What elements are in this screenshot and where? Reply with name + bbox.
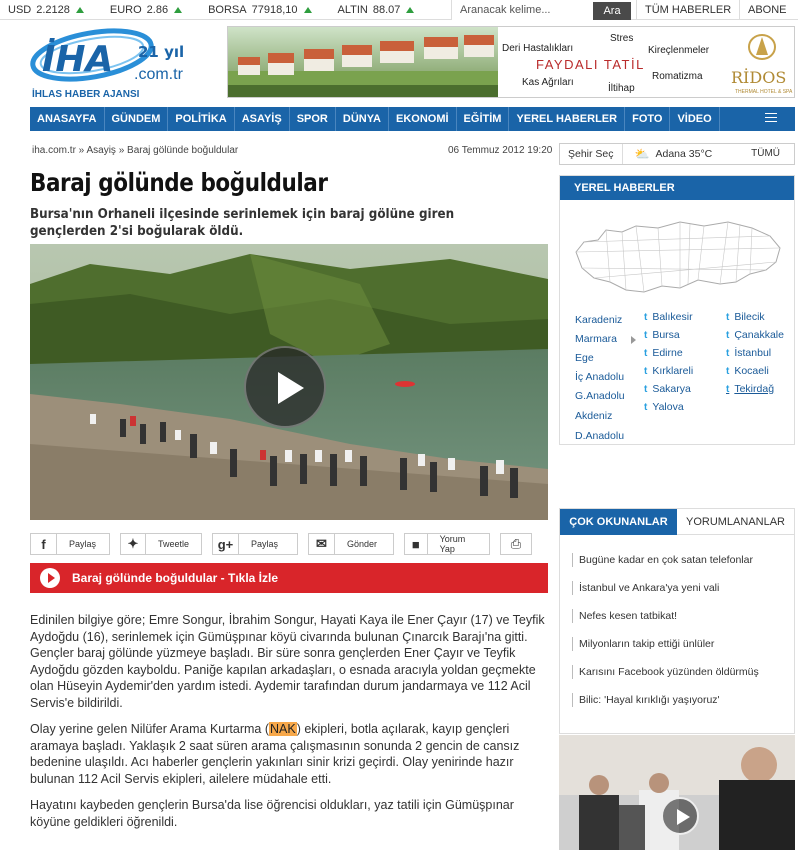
city-bilecik[interactable]: t Bilecik [726,311,765,323]
weather-widget [559,143,795,165]
up-arrow-icon [406,7,414,13]
turkey-map[interactable] [570,212,785,300]
tab-most-commented[interactable]: YORUMLANANLAR [677,509,794,535]
twitter-icon: t [726,365,730,377]
banner-word: Kireçlenmeler [648,45,710,56]
city-kocaeli[interactable]: t Kocaeli [726,365,769,377]
twitter-icon: t [726,383,730,395]
city-bursa[interactable]: t Bursa [644,329,680,341]
region-ege[interactable]: Ege [575,352,594,364]
mail-share-button[interactable]: ✉ Gönder [308,533,394,555]
twitter-icon: t [644,347,648,359]
list-item[interactable]: Bugüne kadar en çok satan telefonlar [572,553,753,567]
local-news-box [559,175,795,445]
ticker-euro [110,4,182,16]
mail-icon: ✉ [309,534,335,554]
nav-gundem[interactable]: GÜNDEM [105,107,169,131]
banner-brand: RİDOS [731,68,787,87]
article-subtitle: Bursa'nın Orhaneli ilçesinde serinlemek için baraj gölüne giren gençlerden 2'si boğularak öldü. [30,207,455,239]
nav-egitim[interactable]: EĞİTİM [457,107,510,131]
twitter-icon: t [644,383,648,395]
up-arrow-icon [76,7,84,13]
twitter-icon: ✦ [121,534,146,554]
article-paragraph-1: Edinilen bilgiye göre; Emre Songur, İbrahim Songur, Hayati Kaya ile Ener Çayır (17) ve Teyfik Aydoğdu (16), serinlemek için Gümüşpınar köyü civarında bulunan Çınarcık Barajı'na gitti. Gençler baraj gölünde yüzmeye başladı. Bir süre sonra gençlerden Ener Çayır ve Teyfik Aydoğdu gözden kayboldu. Paniğe kapılan arkadaşları, o esnada aracıyla yoldan geçmekte olan Hüseyin Aydemir'den yardım istedi. Aydemir tarafından durum jandarmaya ve 112 Acil Servis'e bildirildi. [30,613,545,710]
article-paragraph-2: Olay yerine gelen Nilüfer Arama Kurtarma (NAK) ekipleri, botla açılarak, kayıp gençleri aramaya başladı. Yaklaşık 2 saat süren arama çalışmasının sonunda 2 gencin de cansız bedenine ulaşıldı. Acı haberler gençlerin yakınları sinir krizi geçirdi. Olay yenirinde hazır bulunan 112 Acil Servis ekipleri, ailelere müdahale etti. [30,722,520,786]
ridos-logo-icon [749,35,775,59]
comment-icon: ■ [405,534,428,554]
region-ic-anadolu[interactable]: İç Anadolu [575,371,625,383]
share-bar [30,533,548,555]
city-yalova[interactable]: t Yalova [644,401,684,413]
ticker-borsa [208,4,311,16]
comment-button[interactable]: ■ Yorum Yap [404,533,490,555]
nav-anasayfa[interactable]: ANASAYFA [30,107,105,131]
city-istanbul[interactable]: t İstanbul [726,347,772,359]
twitter-icon: t [644,365,648,377]
nav-foto[interactable]: FOTO [625,107,670,131]
city-kirklareli[interactable]: t Kırklareli [644,365,694,377]
city-edirne[interactable]: t Edirne [644,347,683,359]
subscribe-link[interactable]: ABONE [739,0,798,20]
weather-all-link[interactable]: TÜMÜ [751,148,780,159]
region-marmara[interactable]: Marmara [575,333,618,345]
twitter-share-button[interactable]: ✦ Tweetle [120,533,202,555]
print-icon: ⎙ [510,536,522,551]
sidebar-video-thumbnail[interactable] [559,735,795,850]
ticker-label: BORSA [208,3,247,16]
nav-asayis[interactable]: ASAYİŞ [235,107,290,131]
ticker-value: 88.07 [372,3,401,16]
twitter-icon: t [726,329,730,341]
region-g-anadolu[interactable]: G.Anadolu [575,390,625,402]
nav-yerel-haberler[interactable]: YEREL HABERLER [509,107,625,131]
list-item[interactable]: Bilic: 'Hayal kırıklığı yaşıyoruz' [572,693,720,707]
article-video[interactable] [30,244,548,520]
nav-video[interactable]: VİDEO [670,107,719,131]
logo-suffix: .com.tr [134,66,183,83]
popular-news-tabs [559,508,795,734]
logo-years: 21 yıl [138,43,185,61]
main-nav [30,107,795,131]
banner-word: Kas Ağrıları [522,77,574,88]
tab-most-read[interactable]: ÇOK OKUNANLAR [560,509,677,535]
banner-word: Deri Hastalıkları [502,43,574,54]
ticker-label: EURO [109,3,142,16]
banner-brand-sub: THERMAL HOTEL & SPA [735,89,793,95]
watch-video-link[interactable] [30,563,548,593]
article-paragraph-3: Hayatını kaybeden gençlerin Bursa'da lise öğrencisi oldukları, yaz tatili için Gümüşpınar köyüne geldikleri öğrenildi. [30,798,514,829]
twitter-icon: t [644,329,648,341]
ticker-value: 2.2128 [36,3,70,16]
nak-highlight[interactable]: NAK [269,722,296,736]
ticker-label: USD [8,3,32,16]
up-arrow-icon [174,7,182,13]
selected-region-arrow-icon [631,336,636,344]
city-sakarya[interactable]: t Sakarya [644,383,691,395]
banner-headline: FAYDALI TATİL [536,57,645,72]
twitter-icon: t [644,401,648,413]
nav-spor[interactable]: SPOR [290,107,336,131]
print-button[interactable] [500,533,532,555]
ticker-value: 2.86 [146,3,169,16]
logo-tagline: İHLAS HABER AJANSI [32,89,140,100]
logo-graphic [30,27,190,100]
banner-graphic [228,27,795,98]
nav-ekonomi[interactable]: EKONOMİ [389,107,457,131]
play-circle-icon [40,568,60,588]
gplus-share-button[interactable]: g+ Paylaş [212,533,298,555]
article-title: Baraj gölünde boğuldular [30,168,328,197]
ad-banner[interactable] [227,26,795,98]
all-news-link[interactable]: TÜM HABERLER [636,0,739,20]
list-item[interactable]: Karısını Facebook yüzünden öldürmüş [572,665,759,679]
breadcrumb[interactable]: iha.com.tr » Asayiş » Baraj gölünde boğuldular [32,145,239,156]
list-item[interactable]: Milyonların takip ettiği ünlüler [572,637,714,651]
watch-video-label: Baraj gölünde boğuldular - Tıkla İzle [72,571,279,585]
region-akdeniz[interactable]: Akdeniz [575,410,613,422]
twitter-icon: t [726,311,730,323]
weather-city-temp: Adana 35°C [655,148,713,160]
cloud-sun-icon: ⛅ [634,147,650,161]
ticker-value: 77918,10 [251,3,298,16]
local-news-title: YEREL HABERLER [560,176,794,200]
ticker-usd [8,4,84,16]
banner-word: İltihap [608,83,635,94]
logo-brand: İHA [42,39,114,80]
city-canakkale[interactable]: t Çanakkale [726,329,784,341]
facebook-share-button[interactable]: f Paylaş [30,533,110,555]
play-video-icon[interactable] [244,346,326,428]
banner-word: Romatizma [652,71,703,82]
search-input[interactable] [451,0,599,20]
nav-politika[interactable]: POLİTİKA [168,107,234,131]
twitter-icon: t [644,311,648,323]
site-logo[interactable] [30,27,190,100]
nav-dunya[interactable]: DÜNYA [336,107,389,131]
facebook-icon: f [31,534,57,554]
ticker-label: ALTIN [337,3,368,16]
gplus-icon: g+ [213,534,239,554]
hamburger-menu-icon[interactable] [765,113,777,123]
up-arrow-icon [304,7,312,13]
banner-word: Stres [610,33,634,44]
twitter-icon: t [726,347,730,359]
region-karadeniz[interactable]: Karadeniz [575,314,623,326]
region-d-anadolu[interactable]: D.Anadolu [575,430,625,442]
play-video-icon[interactable] [661,797,699,835]
city-balikesir[interactable]: t Balıkesir [644,311,693,323]
city-tekirdag[interactable]: t Tekirdağ [726,383,775,395]
ticker-altin [338,4,415,16]
list-item[interactable]: Nefes kesen tatbikat! [572,609,677,623]
city-select[interactable]: Şehir Seç [560,144,623,164]
search-button[interactable]: Ara [593,2,631,20]
list-item[interactable]: İstanbul ve Ankara'ya yeni vali [572,581,719,595]
article-date: 06 Temmuz 2012 19:20 [448,145,553,156]
